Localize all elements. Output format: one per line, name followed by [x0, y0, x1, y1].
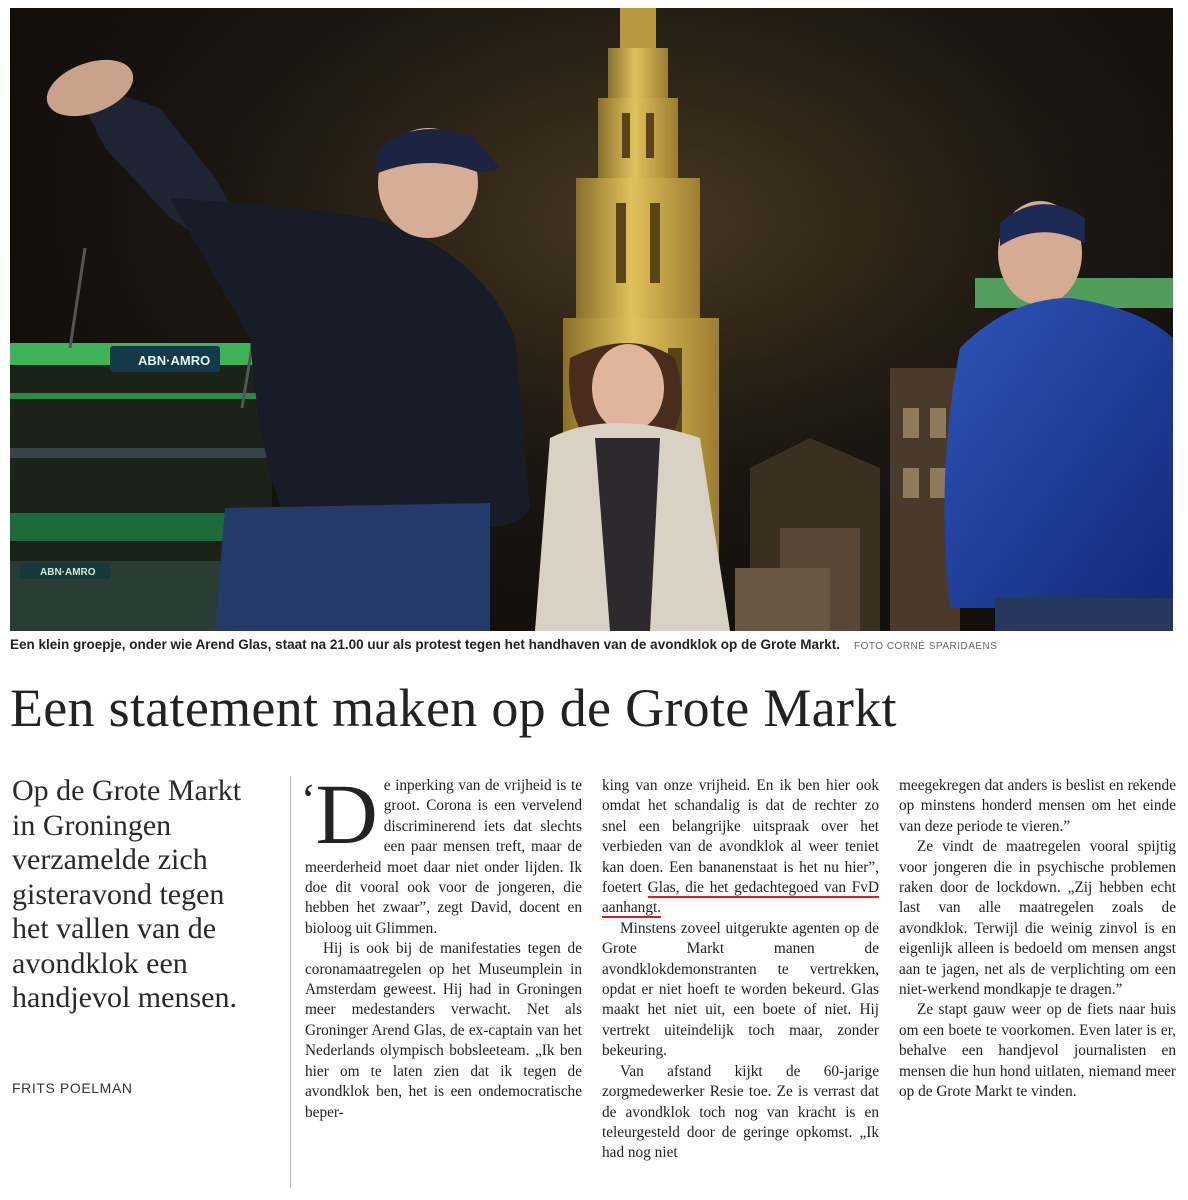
- byline: FRITS POELMAN: [12, 1080, 133, 1096]
- photo-credit: FOTO CORNÉ SPARIDAENS: [853, 641, 998, 652]
- paragraph: [301, 766, 582, 939]
- drop-cap: [301, 766, 378, 862]
- paragraph-text: e inperking van de vrijheid is te groot. Corona is een vervelend discriminerend iets dat slechts een paar mensen treft, maar de meerderheid moet daar niet onder lijden. Ik doe dit vooral ook voor de jongeren, die hebben het zwaar”, zegt David, docent en bioloog uit Glimmen.: [305, 777, 582, 937]
- photo-caption: [10, 636, 1173, 658]
- opening-quote-mark: ‘: [301, 775, 316, 824]
- red-underlined-text: Glas, die het gedachtegoed van FvD aanhangt.: [602, 879, 879, 917]
- paragraph: Hij is ook bij de manifestaties tegen de coronamaatregelen op het Museumplein in Amsterdam geweest. Hij had in Groningen meer medestanders verwacht. Net als Groninger Arend Glas, de ex-captain van het Nederlands olympisch bobsleeteam. „Ik ben hier om te laten zien dat ik tegen de avondklok ben, het is een ondemocratische beper-: [305, 940, 582, 1121]
- paragraph-text: king van onze vrijheid. En ik ben hier ook omdat het schandalig is dat de rechter zo snel een belangrijke uitspraak over het verbieden van de avondklok al weer teniet kan doen. Een bananenstaat is het nu hier”, foetert: [602, 777, 879, 897]
- news-photo: [10, 8, 1173, 631]
- drop-cap-letter: D: [315, 766, 378, 862]
- article-column-2: [602, 776, 879, 1164]
- article-column-3: [899, 776, 1176, 1103]
- paragraph: Ze vindt de maatregelen vooral spijtig voor jongeren die in psychische problemen raken door de lockdown. „Zij hebben echt last van alle maatregelen zoals de avondklok. Terwijl die weinig zinvol is en eigenlijk alleen is bedoeld om mensen angst aan te jagen, net als de verplichting om een niet-werkend mondkapje te dragen.”: [899, 838, 1176, 999]
- bank-sign-top: ABN·AMRO: [138, 353, 211, 368]
- headline: Een statement maken op de Grote Markt: [10, 678, 897, 738]
- column-rule: [290, 776, 291, 1188]
- caption-text: Een klein groepje, onder wie Arend Glas, staat na 21.00 uur als protest tegen het handhaven van de avondklok op de Grote Markt.: [10, 637, 840, 652]
- paragraph: Van afstand kijkt de 60-jarige zorgmedewerker Resie toe. Ze is verrast dat de avondklok toch nog van kracht is en teleurgesteld door de geringe opkomst. „Ik had nog niet: [602, 1062, 879, 1162]
- paragraph: meegekregen dat anders is beslist en rekende op minstens honderd mensen om het einde van deze periode te vieren.”: [899, 777, 1176, 835]
- paragraph: Minstens zoveel uitgerukte agenten op de Grote Markt manen de avondklokdemonstranten te vertrekken, opdat er niet hoeft te worden bekeurd. Glas maakt het niet uit, een boete of niet. Hij vertrekt uiteindelijk toch maar, zonder bekeuring.: [602, 919, 879, 1060]
- intro-lead: Op de Grote Markt in Groningen verzamelde zich gisteravond tegen het vallen van de avondklok een handjevol mensen.: [12, 774, 242, 1014]
- bank-sign-bottom: ABN·AMRO: [40, 567, 96, 578]
- paragraph: Ze stapt gauw weer op de fiets naar huis om een boete te voorkomen. Even later is er, behalve een handjevol journalisten en mensen die hun hond uitlaten, niemand meer op de Grote Markt te vinden.: [899, 1001, 1176, 1101]
- photo-illustration: [10, 8, 1173, 631]
- paragraph: [602, 776, 879, 919]
- article-column-1: [301, 766, 582, 1123]
